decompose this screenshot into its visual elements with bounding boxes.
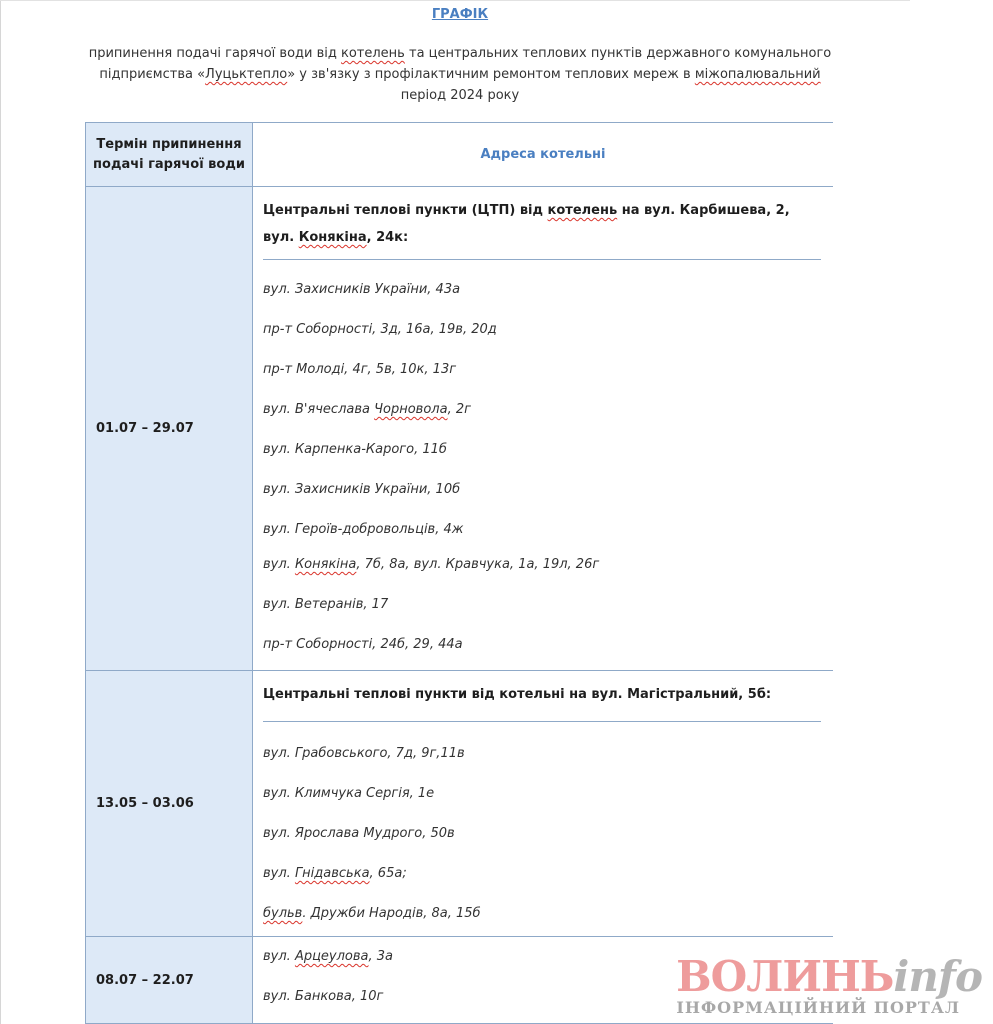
site-watermark [655,952,990,1022]
list-item: бульв. Дружби Народів, 8а, 15б [263,906,481,921]
intro-line-1: припинення подачі гарячої води від котелень та центральних теплових пунктів державного комунального [88,46,832,61]
list-item: вул. Грабовського, 7д, 9г,11в [263,746,465,761]
term-cell: 08.07 – 22.07 [85,937,253,1023]
list-item: пр-т Молоді, 4г, 5в, 10к, 13г [263,362,457,377]
list-item: вул. Банкова, 10г [263,989,384,1004]
group-heading: Центральні теплові пункти (ЦТП) від котелень на вул. Карбишева, 2, вул. Конякіна, 24к: [263,203,790,245]
list-item: вул. Ярослава Мудрого, 50в [263,826,455,841]
group-heading: Центральні теплові пункти від котельні на вул. Магістральний, 5б: [263,687,772,702]
list-item: вул. Героїв-добровольців, 4ж [263,522,464,537]
list-item: вул. Захисників України, 10б [263,482,461,497]
list-item: вул. Конякіна, 7б, 8а, вул. Кравчука, 1а, 19л, 26г [263,557,600,572]
list-item: вул. Арцеулова, 3а [263,949,394,964]
frame-top-border [0,0,910,1]
term-cell: 13.05 – 03.06 [85,671,253,936]
intro-paragraph [80,43,840,106]
table-header-row [85,123,833,187]
address-cell [253,671,833,936]
watermark-logo: ВОЛИНЬinfo [676,952,982,1001]
header-address: Адреса котельні [480,147,606,162]
intro-line-3: період 2024 року [400,88,520,103]
list-item: вул. Климчука Сергія, 1е [263,786,435,801]
list-item: пр-т Соборності, 3д, 16а, 19в, 20д [263,322,497,337]
document-title: ГРАФІК [431,7,489,22]
table-row-group-1 [85,187,833,671]
list-item: вул. Гнідавська, 65а; [263,866,407,881]
watermark-subtitle: ІНФОРМАЦІЙНИЙ ПОРТАЛ [676,998,960,1017]
list-item: вул. В'ячеслава Чорновола, 2г [263,402,471,417]
header-term: Термін припинення подачі гарячої води [85,123,253,186]
list-item: вул. Карпенка-Карого, 11б [263,442,447,457]
list-item: вул. Захисників України, 43а [263,282,461,297]
table-row-group-2 [85,671,833,937]
list-item: вул. Ветеранів, 17 [263,597,389,612]
term-cell: 01.07 – 29.07 [85,187,253,670]
frame-left-border [0,0,1,1024]
schedule-table [85,122,833,1024]
address-cell [253,187,833,670]
intro-line-2: підприємства «Луцьктепло» у зв'язку з профілактичним ремонтом теплових мереж в міжопалювальний [99,67,821,82]
list-item: пр-т Соборності, 24б, 29, 44а [263,637,463,652]
